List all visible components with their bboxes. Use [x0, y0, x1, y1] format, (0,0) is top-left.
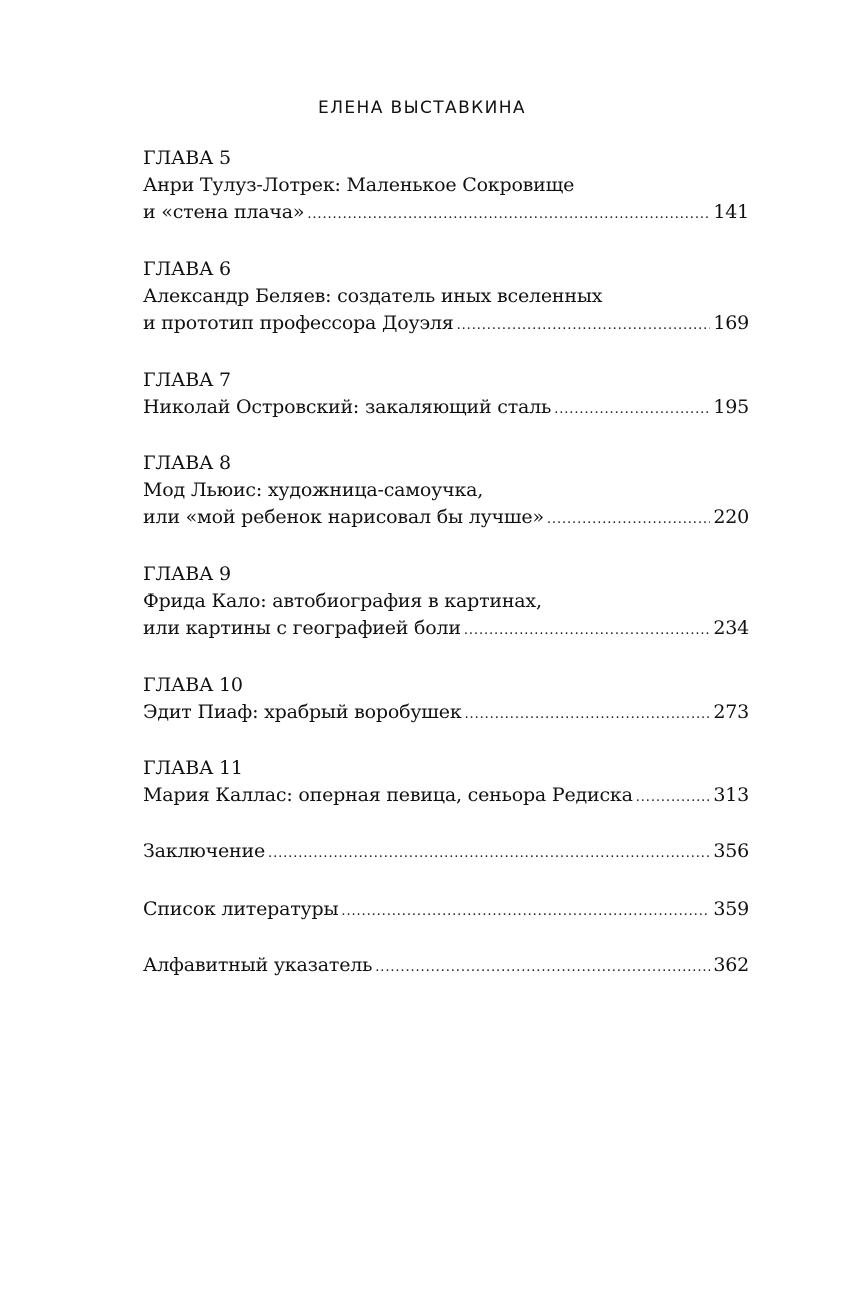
back-matter-title: Заключение: [143, 840, 266, 862]
page-number: 362: [713, 954, 749, 976]
leader-dots: [457, 312, 711, 339]
chapter-title-text: и «стена плача»: [143, 201, 305, 223]
leader-dots: [307, 201, 710, 228]
page-number: 195: [713, 396, 749, 418]
chapter-title-text: или картины с географией боли: [143, 617, 461, 639]
chapter-title-last-line: [143, 699, 749, 726]
leader-dots: [341, 898, 710, 925]
toc-entry-chapter-10[interactable]: [143, 672, 749, 726]
leader-dots: [547, 506, 710, 533]
toc-entry-chapter-6[interactable]: [143, 256, 749, 337]
toc-entry-chapter-9[interactable]: [143, 561, 749, 642]
back-matter-line: [143, 838, 749, 865]
chapter-title-line: Мод Льюис: художница-самоучка,: [143, 479, 484, 501]
chapter-title-text: Николай Островский: закаляющий сталь: [143, 396, 552, 418]
back-matter-line: [143, 952, 749, 979]
page-number: 234: [713, 617, 749, 639]
chapter-title-last-line: [143, 782, 749, 809]
chapter-heading: ГЛАВА 9: [143, 563, 231, 585]
toc-entry-index[interactable]: [143, 952, 749, 979]
chapter-heading: ГЛАВА 5: [143, 147, 231, 169]
toc-entry-chapter-7[interactable]: [143, 367, 749, 421]
chapter-title-line: Фрида Кало: автобиография в картинах,: [143, 590, 542, 612]
leader-dots: [465, 701, 711, 728]
back-matter-line: [143, 896, 749, 923]
leader-dots: [268, 840, 710, 867]
back-matter-title: Алфавитный указатель: [143, 954, 373, 976]
toc-entry-chapter-8[interactable]: [143, 450, 749, 531]
back-matter-title: Список литературы: [143, 898, 339, 920]
chapter-title-last-line: [143, 199, 749, 226]
chapter-title-line: Александр Беляев: создатель иных вселенных: [143, 285, 603, 307]
chapter-title-last-line: [143, 504, 749, 531]
chapter-title-line: Анри Тулуз-Лотрек: Маленькое Сокровище: [143, 174, 575, 196]
toc-entry-conclusion[interactable]: [143, 838, 749, 865]
leader-dots: [554, 396, 710, 423]
chapter-title-last-line: [143, 394, 749, 421]
chapter-title-last-line: [143, 615, 749, 642]
leader-dots: [464, 617, 710, 644]
chapter-title-text: Эдит Пиаф: храбрый воробушек: [143, 701, 462, 723]
page-number: 169: [713, 312, 749, 334]
leader-dots: [636, 784, 711, 811]
toc-entry-chapter-11[interactable]: [143, 755, 749, 809]
toc-entry-chapter-5[interactable]: [143, 145, 749, 226]
chapter-title-text: Мария Каллас: оперная певица, сеньора Редиска: [143, 784, 633, 806]
chapter-title-last-line: [143, 310, 749, 337]
chapter-heading: ГЛАВА 10: [143, 674, 243, 696]
leader-dots: [375, 954, 710, 981]
page-number: 313: [713, 784, 749, 806]
chapter-heading: ГЛАВА 8: [143, 452, 231, 474]
chapter-title-text: и прототип профессора Доуэля: [143, 312, 454, 334]
page-number: 273: [713, 701, 749, 723]
page-number: 359: [713, 898, 749, 920]
chapter-heading: ГЛАВА 7: [143, 369, 231, 391]
toc-entry-bibliography[interactable]: [143, 896, 749, 923]
chapter-heading: ГЛАВА 6: [143, 258, 231, 280]
running-head: ЕЛЕНА ВЫСТАВКИНА: [318, 98, 526, 118]
chapter-heading: ГЛАВА 11: [143, 757, 243, 779]
page-number: 220: [713, 506, 749, 528]
page-number: 356: [713, 840, 749, 862]
chapter-title-text: или «мой ребенок нарисовал бы лучше»: [143, 506, 544, 528]
page-number: 141: [713, 201, 749, 223]
